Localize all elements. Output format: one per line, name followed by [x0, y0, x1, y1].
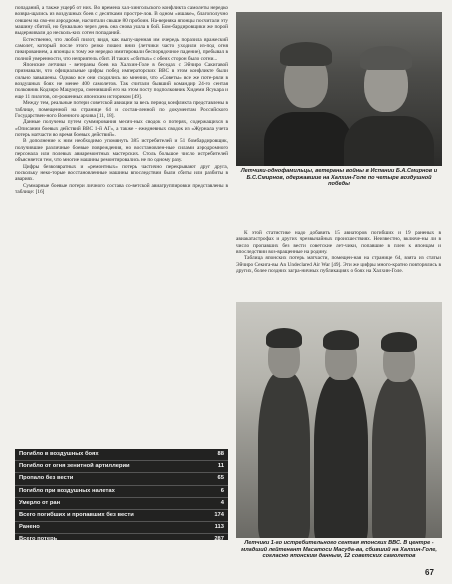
- photo-two-pilots: [236, 12, 442, 166]
- row-label: Умерло от ран: [19, 499, 61, 506]
- row-label: Всего погибших и пропавших без вести: [19, 511, 134, 518]
- table-row: [15, 449, 228, 461]
- pilot-figure: [264, 112, 352, 166]
- paragraph: Суммарные боевые потери личного состава со-ветской авиагруппировки представлены в таблице: [16]: [15, 182, 228, 195]
- flight-helmet: [360, 46, 412, 70]
- pilot-figure: [344, 116, 434, 166]
- row-value: 174: [214, 511, 224, 518]
- paragraph: попаданий, а также ущерб от них. Во времена хал-хингольского конфликта самолеты нередко возвра-щались из воздушных боев с десятками простре-лов. В одном «ишаке», благополучно севшем на сво-ем аэродроме, насчитали свыше 80 пробоин. На-верняка японцы посчитали эту машину сбитой, но буквально через день она снова ушла в бой. Бом-бардировщики же порой выдерживали до несколь-ких сотен попаданий.: [15, 5, 228, 37]
- row-label: Погибло в воздушных боях: [19, 451, 99, 457]
- flight-helmet: [323, 330, 359, 350]
- table-row: [15, 522, 228, 534]
- table-row: [15, 473, 228, 485]
- paragraph: Цифры безвозвратных и «ремонтных» потерь частично перекрывают друг друга, поскольку неко-торые восстановленные машины впоследствии были сбиты или разбиты в авариях.: [15, 163, 228, 183]
- photo-caption: Летчики-однофамильцы, ветераны войны в Испании Б.А.Смирнов и Б.С.Смирнов, одержавшие на Халхин-Голе по четыре воздушной победы: [240, 168, 438, 188]
- flight-helmet: [266, 328, 302, 348]
- paragraph: Естественно, что любой пилот, видя, как выпу-щенная им очередь поразила вражеский самолет, который после этого резко пошел вниз (летчики часто уходили из-под огня пикированием, а японцы к тому же нередко имитировали беспорядочное падение), пребывал в полной уверенности, что неприятель сбит. И таких «сбитых» с обеих сторон было сотни...: [15, 36, 228, 62]
- pilot-figure: [314, 374, 368, 538]
- paragraph: Японские летчики - ветераны боев на Халхин-Голе в беседах с Эйчиро Сакигавой признавали, что официальные цифры побед императорских ВВС в этом конфликте были сильно завышены. Однако все они сходились во мнении, что «Советы» все же поте-ряли в воздушных боях не менее 400 самолетов. Так считали бывший командир 24-го сентая полковник Кодзиро Мацумура, сменивший его на этом посту подполковник Хидеми Ясукара и еще 11 пилотов, оп-рошенных японским историком [49].: [15, 62, 228, 100]
- row-value: 11: [217, 463, 224, 470]
- table-row: [15, 498, 228, 510]
- photo-japanese-pilots: [236, 302, 442, 538]
- row-value: 113: [214, 524, 224, 531]
- row-value: 6: [220, 487, 224, 494]
- table-row: [15, 461, 228, 473]
- row-label: Пропало без вести: [19, 475, 74, 482]
- paragraph: Таблица японских потерь матчасти, помещен-ная на странице 64, взята из статьи Эйчиро Секига-вы An Undeclared Air War [49]. Эти же цифры много-кратно повторялись в других, более поздних загра-ничных публикациях о боях на Халхин-Голе.: [236, 255, 441, 275]
- paragraph: В дополнение к ним необходимо упомянуть 385 истребителей и 51 бомбардировщик, получившие различные боевые повреждения, но восстановлен-ные силами аэродромного персонала или полевых авиаремонтных мастерских. Столь большое число истребителей объясняется тем, что многие машины ремонтировались не по одному разу.: [15, 138, 228, 164]
- right-text-column: [236, 230, 441, 274]
- table-row: [15, 534, 228, 545]
- page-number: 67: [425, 568, 434, 577]
- row-label: Ранено: [19, 524, 40, 531]
- table-row: [15, 510, 228, 522]
- row-label: Погибло при воздушных налетах: [19, 487, 115, 494]
- flight-helmet: [280, 42, 332, 66]
- pilot-figure: [372, 376, 426, 538]
- row-label: Погибло от огня зенитной артиллерии: [19, 463, 130, 470]
- flight-helmet: [381, 332, 417, 352]
- photo-caption: Летчики 1-го истребительного сентая японских ВВС. В центре - младший лейтенант Масатоси Масуда-ва, сбивший на Халхин-Голе, согласно японским данным, 12 советских самолетов: [241, 540, 437, 560]
- row-value: 65: [217, 475, 224, 482]
- row-label: Всего потерь: [19, 536, 58, 543]
- row-value: 4: [220, 499, 224, 506]
- losses-table: [15, 449, 228, 543]
- pilot-figure: [258, 372, 310, 538]
- left-text-column: [15, 5, 228, 195]
- paragraph: Данные получены путем суммирования месяч-ных сводок о потерях, содержащихся в «Описании боевых действий ВВС 1-й АГ», а также - ежедневных сводок из «Журнала учета потерь матчасти во время боевых действий».: [15, 119, 228, 138]
- row-value: 287: [214, 536, 224, 543]
- table-row: [15, 486, 228, 498]
- paragraph: Между тем, реальные потери советской авиации за весь период конфликта представлены в таблице, помещенной на странице 64 и состав-ленной по документам Российского Государствен-ного Военного архива [11, 18].: [15, 100, 228, 119]
- row-value: 88: [217, 451, 224, 457]
- paragraph: К этой статистике надо добавить 15 авиаторов погибших и 19 раненых в авиакатастрофах и других чрезвычайных происшествиях. Неизвестно, включе-ны ли в число пропавших без вести советские лет-чики, попавшие в плен к японцам и впоследствии воз-вращенные на родину.: [236, 230, 441, 256]
